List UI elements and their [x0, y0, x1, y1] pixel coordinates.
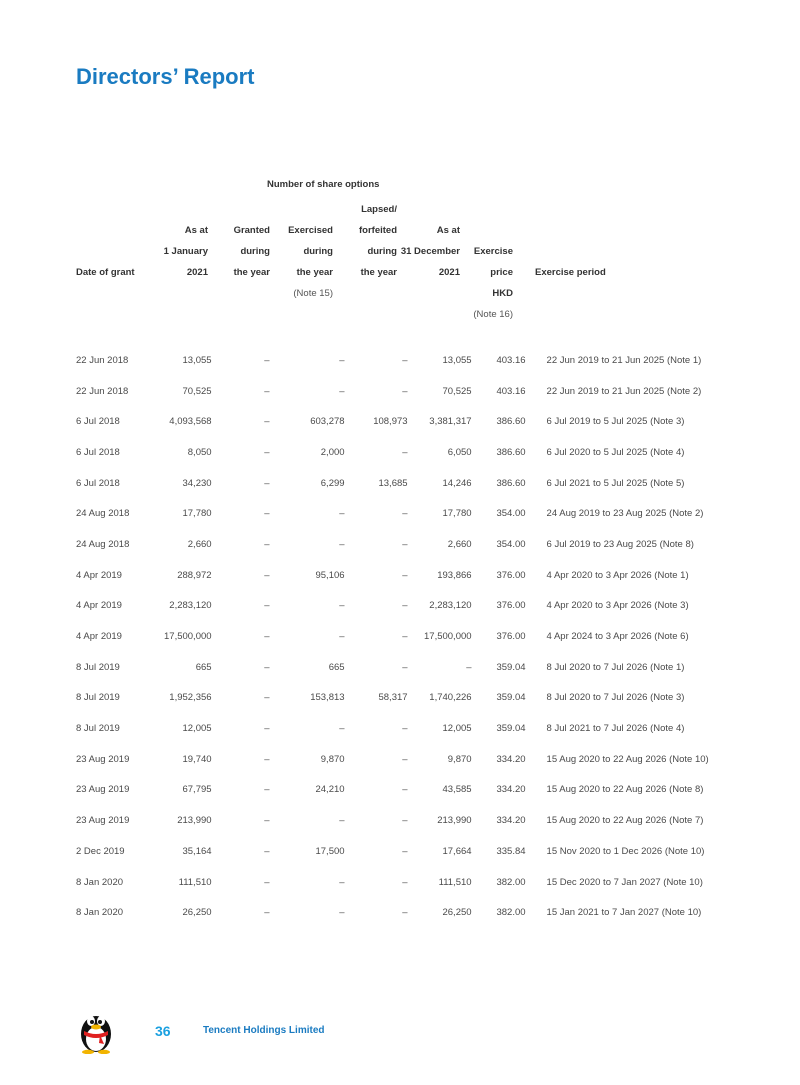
- table-row: [76, 836, 709, 867]
- cell-exercised: –: [339, 815, 345, 827]
- cell-granted: –: [264, 416, 270, 428]
- cell-granted: –: [264, 784, 270, 796]
- cell-date: 23 Aug 2019: [76, 815, 130, 827]
- cell-granted: –: [264, 569, 270, 581]
- cell-start: 13,055: [182, 354, 212, 366]
- cell-lapsed: –: [402, 538, 408, 550]
- cell-granted: –: [264, 446, 270, 458]
- cell-granted: –: [264, 815, 270, 827]
- cell-end: 26,250: [442, 907, 472, 919]
- cell-lapsed: 108,973: [373, 416, 408, 428]
- cell-price: 354.00: [496, 508, 526, 520]
- cell-start: 17,500,000: [164, 631, 212, 643]
- cell-exercised: –: [339, 723, 345, 735]
- cell-period: 4 Apr 2020 to 3 Apr 2026 (Note 1): [546, 569, 689, 581]
- cell-period: 6 Jul 2019 to 23 Aug 2025 (Note 8): [546, 538, 694, 550]
- table-row: [76, 376, 709, 407]
- cell-period: 8 Jul 2021 to 7 Jul 2026 (Note 4): [546, 723, 685, 735]
- header-lapsed: Lapsed/ forfeited during the year: [359, 204, 397, 278]
- cell-period: 6 Jul 2021 to 5 Jul 2025 (Note 5): [546, 477, 685, 489]
- cell-exercised: –: [339, 538, 345, 550]
- cell-period: 15 Aug 2020 to 22 Aug 2026 (Note 7): [546, 815, 704, 827]
- cell-exercised: 24,210: [315, 784, 345, 796]
- cell-granted: –: [264, 907, 270, 919]
- cell-start: 665: [195, 661, 212, 673]
- table-row: [76, 406, 709, 437]
- cell-start: 70,525: [182, 385, 212, 397]
- group-header: Number of share options: [267, 179, 380, 190]
- cell-date: 8 Jul 2019: [76, 661, 120, 673]
- cell-period: 15 Aug 2020 to 22 Aug 2026 (Note 10): [546, 753, 709, 765]
- cell-period: 4 Apr 2020 to 3 Apr 2026 (Note 3): [546, 600, 689, 612]
- cell-start: 4,093,568: [169, 416, 212, 428]
- cell-end: 17,780: [442, 508, 472, 520]
- penguin-logo-icon: [76, 1008, 116, 1054]
- cell-date: 8 Jul 2019: [76, 692, 120, 704]
- cell-end: 13,055: [442, 354, 472, 366]
- header-as-at-start: As at 1 January 2021: [163, 225, 208, 278]
- table-row: [76, 621, 709, 652]
- cell-end: 17,500,000: [424, 631, 472, 643]
- table-row: [76, 744, 709, 775]
- cell-price: 382.00: [496, 907, 526, 919]
- cell-granted: –: [264, 876, 270, 888]
- cell-exercised: 2,000: [320, 446, 345, 458]
- cell-end: 43,585: [442, 784, 472, 796]
- cell-granted: –: [264, 508, 270, 520]
- cell-granted: –: [264, 600, 270, 612]
- cell-period: 15 Aug 2020 to 22 Aug 2026 (Note 8): [546, 784, 704, 796]
- table-row: [76, 867, 709, 898]
- cell-start: 1,952,356: [169, 692, 212, 704]
- header-price: Exercise price HKD (Note 16): [473, 246, 513, 320]
- cell-granted: –: [264, 661, 270, 673]
- header-granted: Granted during the year: [233, 225, 270, 278]
- table-row: [76, 775, 709, 806]
- cell-date: 24 Aug 2018: [76, 538, 130, 550]
- cell-end: 3,381,317: [429, 416, 472, 428]
- cell-lapsed: –: [402, 845, 408, 857]
- cell-lapsed: –: [402, 876, 408, 888]
- cell-granted: –: [264, 477, 270, 489]
- cell-exercised: 153,813: [310, 692, 345, 704]
- cell-price: 403.16: [496, 354, 526, 366]
- cell-price: 359.04: [496, 723, 526, 735]
- table-row: [76, 713, 709, 744]
- table-row: [76, 897, 709, 928]
- cell-date: 23 Aug 2019: [76, 784, 130, 796]
- cell-date: 6 Jul 2018: [76, 416, 120, 428]
- cell-end: 1,740,226: [429, 692, 472, 704]
- cell-date: 8 Jul 2019: [76, 723, 120, 735]
- cell-exercised: 95,106: [315, 569, 345, 581]
- cell-period: 22 Jun 2019 to 21 Jun 2025 (Note 2): [546, 385, 702, 397]
- cell-period: 22 Jun 2019 to 21 Jun 2025 (Note 1): [546, 354, 702, 366]
- page-title: Directors’ Report: [76, 64, 255, 89]
- cell-lapsed: –: [402, 631, 408, 643]
- cell-date: 8 Jan 2020: [76, 876, 124, 888]
- cell-date: 6 Jul 2018: [76, 446, 120, 458]
- cell-end: 111,510: [438, 876, 472, 888]
- cell-exercised: –: [339, 385, 345, 397]
- cell-start: 19,740: [182, 753, 212, 765]
- cell-lapsed: –: [402, 385, 408, 397]
- cell-lapsed: –: [402, 723, 408, 735]
- cell-lapsed: –: [402, 815, 408, 827]
- cell-date: 24 Aug 2018: [76, 508, 130, 520]
- cell-start: 26,250: [182, 907, 212, 919]
- cell-price: 403.16: [496, 385, 526, 397]
- cell-date: 4 Apr 2019: [76, 569, 122, 581]
- cell-end: 193,866: [437, 569, 472, 581]
- cell-period: 24 Aug 2019 to 23 Aug 2025 (Note 2): [546, 508, 704, 520]
- cell-lapsed: –: [402, 784, 408, 796]
- cell-exercised: 665: [328, 661, 345, 673]
- table-row: [76, 437, 709, 468]
- cell-price: 386.60: [496, 416, 526, 428]
- cell-granted: –: [264, 692, 270, 704]
- cell-price: 376.00: [496, 569, 526, 581]
- cell-exercised: 603,278: [310, 416, 345, 428]
- cell-end: 70,525: [442, 385, 472, 397]
- cell-lapsed: –: [402, 446, 408, 458]
- table-row: [76, 805, 709, 836]
- page-number: 36: [155, 1023, 171, 1039]
- cell-end: –: [466, 661, 472, 673]
- cell-start: 2,660: [187, 538, 212, 550]
- cell-start: 111,510: [178, 876, 212, 888]
- cell-date: 4 Apr 2019: [76, 631, 122, 643]
- cell-period: 8 Jul 2020 to 7 Jul 2026 (Note 1): [546, 661, 685, 673]
- cell-start: 2,283,120: [169, 600, 212, 612]
- cell-end: 2,660: [447, 538, 472, 550]
- cell-start: 12,005: [182, 723, 212, 735]
- cell-price: 334.20: [496, 784, 526, 796]
- cell-end: 14,246: [442, 477, 472, 489]
- cell-end: 12,005: [442, 723, 472, 735]
- cell-price: 386.60: [496, 477, 526, 489]
- header-exercised: Exercised during the year (Note 15): [288, 225, 333, 299]
- cell-exercised: –: [339, 631, 345, 643]
- cell-exercised: 17,500: [315, 845, 345, 857]
- cell-price: 376.00: [496, 631, 526, 643]
- cell-period: 15 Nov 2020 to 1 Dec 2026 (Note 10): [546, 845, 705, 857]
- cell-period: 8 Jul 2020 to 7 Jul 2026 (Note 3): [546, 692, 685, 704]
- cell-date: 23 Aug 2019: [76, 753, 130, 765]
- cell-date: 22 Jun 2018: [76, 385, 129, 397]
- table-row: [76, 345, 709, 376]
- cell-date: 6 Jul 2018: [76, 477, 120, 489]
- cell-lapsed: –: [402, 354, 408, 366]
- cell-start: 35,164: [182, 845, 212, 857]
- cell-lapsed: 13,685: [378, 477, 408, 489]
- cell-granted: –: [264, 631, 270, 643]
- table-row: [76, 560, 709, 591]
- cell-start: 67,795: [182, 784, 212, 796]
- cell-date: 22 Jun 2018: [76, 354, 129, 366]
- cell-end: 9,870: [447, 753, 472, 765]
- cell-price: 354.00: [496, 538, 526, 550]
- cell-exercised: –: [339, 354, 345, 366]
- cell-end: 17,664: [442, 845, 472, 857]
- cell-price: 359.04: [496, 661, 526, 673]
- header-period: Exercise period: [535, 267, 606, 278]
- cell-lapsed: 58,317: [378, 692, 408, 704]
- share-options-table: [76, 345, 709, 928]
- table-row: [76, 683, 709, 714]
- table-row: [76, 468, 709, 499]
- cell-end: 213,990: [437, 815, 472, 827]
- cell-exercised: –: [339, 876, 345, 888]
- cell-period: 15 Dec 2020 to 7 Jan 2027 (Note 10): [546, 876, 703, 888]
- table-row: [76, 498, 709, 529]
- cell-lapsed: –: [402, 569, 408, 581]
- cell-price: 359.04: [496, 692, 526, 704]
- cell-lapsed: –: [402, 753, 408, 765]
- cell-granted: –: [264, 354, 270, 366]
- table-row: [76, 529, 709, 560]
- cell-end: 6,050: [447, 446, 472, 458]
- cell-price: 386.60: [496, 446, 526, 458]
- cell-period: 6 Jul 2020 to 5 Jul 2025 (Note 4): [546, 446, 685, 458]
- cell-start: 34,230: [182, 477, 212, 489]
- cell-price: 376.00: [496, 600, 526, 612]
- cell-granted: –: [264, 538, 270, 550]
- table-row: [76, 652, 709, 683]
- cell-exercised: 6,299: [320, 477, 345, 489]
- cell-start: 213,990: [177, 815, 212, 827]
- cell-start: 8,050: [187, 446, 212, 458]
- company-name: Tencent Holdings Limited: [203, 1025, 325, 1036]
- cell-granted: –: [264, 723, 270, 735]
- cell-period: 4 Apr 2024 to 3 Apr 2026 (Note 6): [546, 631, 689, 643]
- cell-start: 288,972: [177, 569, 212, 581]
- table-row: [76, 591, 709, 622]
- cell-lapsed: –: [402, 661, 408, 673]
- cell-price: 334.20: [496, 753, 526, 765]
- cell-exercised: –: [339, 508, 345, 520]
- header-date: Date of grant: [76, 267, 135, 278]
- cell-period: 6 Jul 2019 to 5 Jul 2025 (Note 3): [546, 416, 685, 428]
- cell-start: 17,780: [182, 508, 212, 520]
- cell-period: 15 Jan 2021 to 7 Jan 2027 (Note 10): [546, 907, 702, 919]
- cell-lapsed: –: [402, 907, 408, 919]
- cell-price: 334.20: [496, 815, 526, 827]
- cell-lapsed: –: [402, 508, 408, 520]
- cell-date: 8 Jan 2020: [76, 907, 124, 919]
- header-as-at-end: As at 31 December 2021: [400, 225, 460, 278]
- cell-lapsed: –: [402, 600, 408, 612]
- cell-exercised: –: [339, 600, 345, 612]
- cell-date: 2 Dec 2019: [76, 845, 125, 857]
- cell-exercised: –: [339, 907, 345, 919]
- cell-exercised: 9,870: [320, 753, 345, 765]
- cell-granted: –: [264, 753, 270, 765]
- cell-granted: –: [264, 385, 270, 397]
- cell-price: 335.84: [496, 845, 526, 857]
- cell-price: 382.00: [496, 876, 526, 888]
- cell-date: 4 Apr 2019: [76, 600, 122, 612]
- cell-granted: –: [264, 845, 270, 857]
- cell-end: 2,283,120: [429, 600, 472, 612]
